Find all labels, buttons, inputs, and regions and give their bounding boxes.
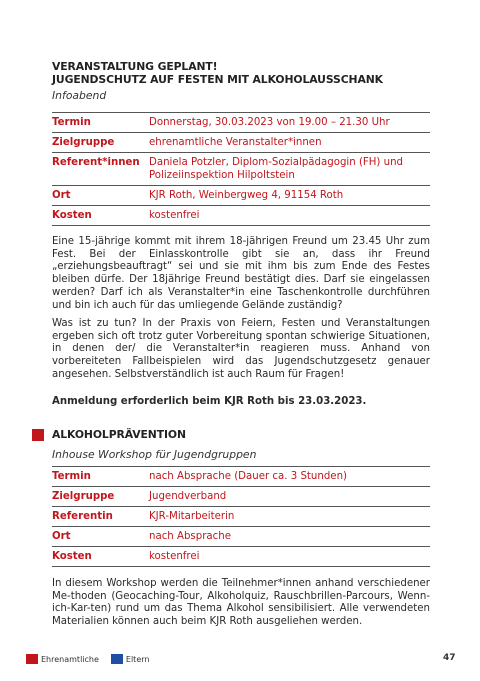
section-title-line2: JUGENDSCHUTZ AUF FESTEN MIT ALKOHOLAUSSCHANK (52, 73, 383, 86)
category-square-icon (32, 429, 44, 441)
table-row (52, 186, 430, 206)
table-row (52, 547, 430, 567)
table-row (52, 487, 430, 507)
section-subtitle: Infoabend (52, 89, 107, 102)
row-value: nach Absprache (149, 531, 231, 542)
table-row (52, 467, 430, 487)
page-number: 47 (443, 653, 456, 663)
row-label: Termin (52, 471, 91, 482)
row-value: KJR Roth, Weinbergweg 4, 91154 Roth (149, 190, 344, 201)
row-value: Daniela Potzler, Diplom-Sozialpädagogin (FH) und Polizeiinspektion Hilpoltstein (149, 157, 404, 181)
table-row (52, 206, 430, 226)
section-title-line1: VERANSTALTUNG GEPLANT! (52, 60, 218, 73)
legend-label: Eltern (125, 654, 150, 664)
table-row (52, 153, 430, 186)
registration-note: Anmeldung erforderlich beim KJR Roth bis 23.03.2023. (52, 396, 367, 407)
section-alkoholpraevention-header (32, 428, 186, 441)
row-label: Zielgruppe (52, 137, 115, 148)
legend-swatch-eltern (111, 654, 123, 664)
row-value: kostenfrei (149, 210, 200, 221)
table-row (52, 113, 430, 133)
table-row (52, 527, 430, 547)
row-value: KJR-Mitarbeiterin (149, 511, 235, 522)
row-label: Kosten (52, 210, 92, 221)
section-infoabend-header (52, 60, 383, 103)
legend (26, 654, 149, 664)
row-label: Kosten (52, 551, 92, 562)
row-value: Donnerstag, 30.03.2023 von 19.00 – 21.30 Uhr (149, 117, 390, 128)
row-value: Jugendverband (149, 491, 227, 502)
workshop-info-table (52, 466, 430, 567)
row-value: nach Absprache (Dauer ca. 3 Stunden) (149, 471, 347, 482)
row-label: Termin (52, 117, 91, 128)
row-value: ehrenamtliche Veranstalter*innen (149, 137, 322, 148)
body-paragraph: Was ist zu tun? In der Praxis von Feiern, Festen und Veranstaltungen ergeben sich oft trotz guter Vorbereitung spontan schwierige Situationen, in denen der/ die Veranstalter*in reagieren muss. Anhand von vorbereiteten Fallbeispielen wird das Jugendschutzgesetz genauer angesehen. Selbstverständlich ist auch Raum für Fragen! (52, 318, 430, 380)
body-paragraph: In diesem Workshop werden die Teilnehmer*innen anhand verschiedener Me-thoden (Geocaching-Tour, Alkoholquiz, Rauschbrillen-Parcours, Wenn-ich-Kar-ten) rund um das Thema Alkohol sensibilisiert. Alle verwendeten Materialien können auch beim KJR Roth ausgeliehen werden. (52, 578, 430, 628)
section-subtitle: Inhouse Workshop für Jugendgruppen (52, 448, 257, 461)
event-info-table (52, 112, 430, 226)
section-title: ALKOHOLPRÄVENTION (52, 428, 186, 441)
row-label: Ort (52, 190, 71, 201)
row-value: kostenfrei (149, 551, 200, 562)
row-label: Zielgruppe (52, 491, 115, 502)
body-paragraph: Eine 15-jährige kommt mit ihrem 18-jährigen Freund um 23.45 Uhr zum Fest. Bei der Einlasskontrolle gibt sie an, dass ihr Freund „erziehungsbeauftragt“ sei und sie mit ihm bis zum Ende des Festes bleiben dürfe. Der 18jährige Freund bestätigt dies. Darf sie eingelassen werden? Darf ich als Veranstalter*in eine Taschenkontrolle durchführen und bin ich auch für das umliegende Gelände zuständig? (52, 236, 430, 311)
row-label: Referent*innen (52, 157, 140, 168)
table-row (52, 133, 430, 153)
table-row (52, 507, 430, 527)
row-label: Referentin (52, 511, 113, 522)
row-label: Ort (52, 531, 71, 542)
legend-swatch-ehrenamtliche (26, 654, 38, 664)
legend-label: Ehrenamtliche (41, 654, 99, 664)
